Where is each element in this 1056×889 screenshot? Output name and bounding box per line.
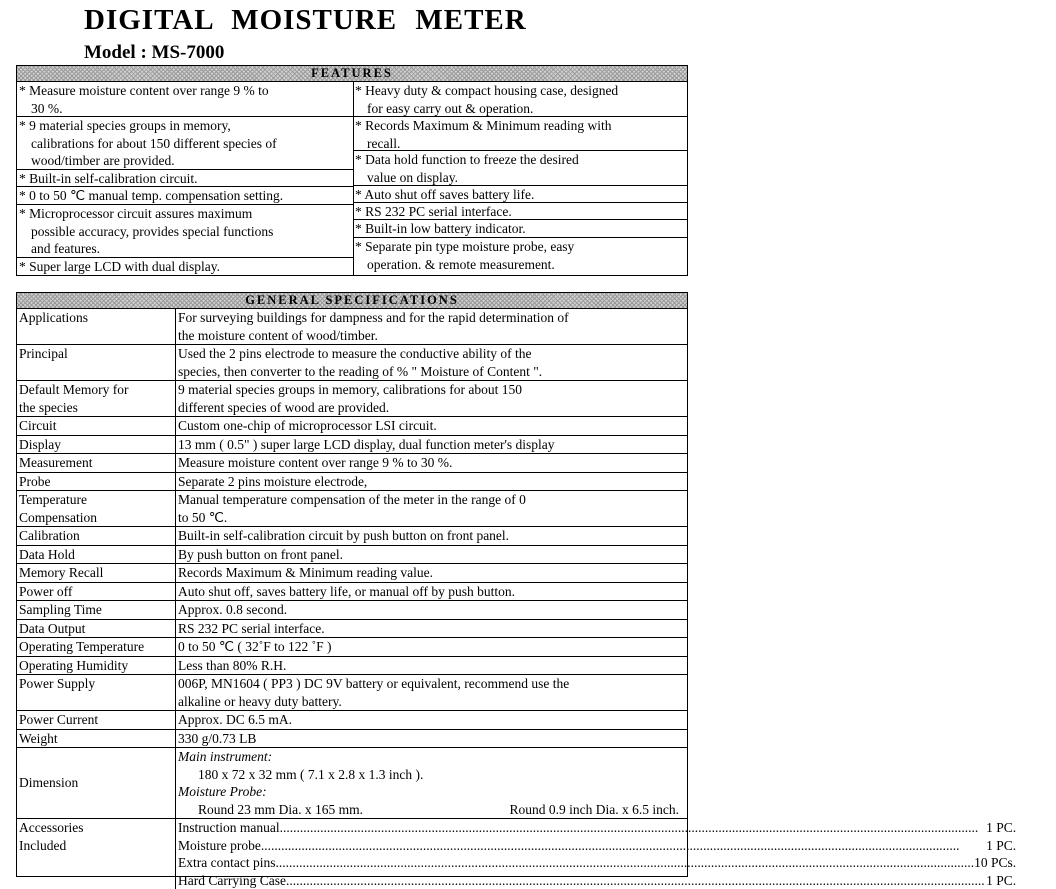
spec-label bbox=[17, 819, 176, 889]
accessory-quantity: 10 PCs. bbox=[974, 854, 1056, 872]
spec-text: Data Output bbox=[19, 620, 175, 638]
spec-text: Display bbox=[19, 436, 175, 454]
spec-text: Compensation bbox=[19, 509, 175, 527]
feature-item bbox=[353, 203, 687, 220]
spec-text: Moisture Probe: bbox=[178, 783, 687, 801]
spec-value bbox=[176, 417, 687, 435]
feature-text: * Records Maximum & Minimum reading with bbox=[355, 117, 687, 135]
feature-text: * 0 to 50 ℃ manual temp. compensation setting. bbox=[19, 187, 353, 205]
spec-row bbox=[17, 380, 687, 416]
spec-label bbox=[17, 345, 176, 380]
spec-text: 006P, MN1604 ( PP3 ) DC 9V battery or equivalent, recommend use the bbox=[178, 675, 687, 693]
feature-text: * Built-in low battery indicator. bbox=[355, 220, 687, 238]
feature-item bbox=[17, 187, 353, 205]
spec-row bbox=[17, 526, 687, 545]
feature-item bbox=[17, 205, 353, 258]
spec-text: Measurement bbox=[19, 454, 175, 472]
feature-text: * Separate pin type moisture probe, easy bbox=[355, 238, 687, 256]
spec-text: species, then converter to the reading of % " Moisture of Content ". bbox=[178, 363, 687, 381]
spec-label bbox=[17, 436, 176, 454]
specification-rows bbox=[17, 309, 687, 889]
spec-text: Custom one-chip of microprocessor LSI circuit. bbox=[178, 417, 687, 435]
features-left-column bbox=[17, 82, 354, 275]
model-number: Model : MS-7000 bbox=[84, 42, 224, 64]
spec-text: Applications bbox=[19, 309, 175, 327]
accessory-name: Moisture probe bbox=[178, 837, 261, 855]
feature-text: * 9 material species groups in memory, bbox=[19, 117, 353, 135]
accessory-quantity: 1 PC. bbox=[986, 819, 1056, 837]
spec-label bbox=[17, 730, 176, 748]
spec-label bbox=[17, 454, 176, 472]
feature-text: wood/timber are provided. bbox=[19, 152, 353, 170]
spec-row bbox=[17, 472, 687, 491]
accessory-item bbox=[178, 854, 1056, 872]
spec-row bbox=[17, 637, 687, 656]
spec-text: Measure moisture content over range 9 % to 30 %. bbox=[178, 454, 687, 472]
feature-text: * Auto shut off saves battery life. bbox=[355, 186, 687, 204]
spec-text: 13 mm ( 0.5" ) super large LCD display, dual function meter's display bbox=[178, 436, 687, 454]
spec-label bbox=[17, 546, 176, 564]
spec-value bbox=[176, 730, 687, 748]
feature-text: * Built-in self-calibration circuit. bbox=[19, 170, 353, 188]
spec-text: Power Supply bbox=[19, 675, 175, 693]
spec-text: Power off bbox=[19, 583, 175, 601]
spec-row bbox=[17, 309, 687, 344]
spec-label bbox=[17, 417, 176, 435]
accessory-name: Hard Carrying Case bbox=[178, 872, 286, 889]
spec-text: RS 232 PC serial interface. bbox=[178, 620, 687, 638]
feature-item bbox=[353, 151, 687, 186]
feature-text: value on display. bbox=[355, 169, 687, 187]
dot-leader bbox=[275, 854, 974, 872]
spec-row-accessories bbox=[17, 818, 687, 889]
specifications-header: GENERAL SPECIFICATIONS bbox=[17, 293, 687, 309]
feature-item bbox=[17, 117, 353, 170]
spec-text: Data Hold bbox=[19, 546, 175, 564]
spec-label bbox=[17, 711, 176, 729]
spec-value bbox=[176, 819, 1056, 889]
spec-text: Circuit bbox=[19, 417, 175, 435]
spec-text: Used the 2 pins electrode to measure the conductive ability of the bbox=[178, 345, 687, 363]
spec-text: the moisture content of wood/timber. bbox=[178, 327, 687, 345]
feature-text: 30 %. bbox=[19, 100, 353, 118]
spec-text: Separate 2 pins moisture electrode, bbox=[178, 473, 687, 491]
spec-text: Operating Temperature bbox=[19, 638, 175, 656]
spec-value bbox=[176, 527, 687, 545]
dot-leader bbox=[280, 819, 987, 837]
feature-item bbox=[17, 82, 353, 117]
spec-text: Operating Humidity bbox=[19, 657, 175, 675]
spec-row bbox=[17, 619, 687, 638]
accessory-name: Extra contact pins bbox=[178, 854, 275, 872]
spec-row bbox=[17, 453, 687, 472]
spec-row bbox=[17, 600, 687, 619]
spec-value bbox=[176, 657, 687, 675]
spec-text: Manual temperature compensation of the meter in the range of 0 bbox=[178, 491, 687, 509]
spec-label bbox=[17, 601, 176, 619]
accessory-name: Instruction manual bbox=[178, 819, 280, 837]
spec-value bbox=[176, 454, 687, 472]
document-title: DIGITAL MOISTURE METER bbox=[84, 4, 527, 37]
feature-text: * RS 232 PC serial interface. bbox=[355, 203, 687, 221]
spec-text: Main instrument: bbox=[178, 748, 687, 766]
features-right-column bbox=[353, 82, 687, 275]
spec-label bbox=[17, 657, 176, 675]
spec-label: Dimension bbox=[17, 748, 176, 818]
spec-row bbox=[17, 656, 687, 675]
accessory-item bbox=[178, 872, 1056, 889]
spec-text: Calibration bbox=[19, 527, 175, 545]
spec-value bbox=[176, 711, 687, 729]
spec-value bbox=[176, 620, 687, 638]
spec-value bbox=[176, 546, 687, 564]
feature-item bbox=[353, 220, 687, 238]
dot-leader bbox=[261, 837, 986, 855]
spec-value bbox=[176, 748, 687, 818]
features-table bbox=[16, 65, 688, 276]
spec-row bbox=[17, 545, 687, 564]
spec-row bbox=[17, 710, 687, 729]
spec-text: Included bbox=[19, 837, 175, 855]
spec-text: Weight bbox=[19, 730, 175, 748]
spec-text: alkaline or heavy duty battery. bbox=[178, 693, 687, 711]
spec-text: Sampling Time bbox=[19, 601, 175, 619]
spec-text: to 50 ℃. bbox=[178, 509, 687, 527]
spec-value bbox=[176, 381, 687, 416]
spec-row bbox=[17, 674, 687, 710]
spec-row bbox=[17, 729, 687, 748]
spec-row bbox=[17, 344, 687, 380]
spec-text: Principal bbox=[19, 345, 175, 363]
accessory-quantity: 1 PC. bbox=[986, 837, 1056, 855]
spec-row bbox=[17, 490, 687, 526]
feature-text: recall. bbox=[355, 135, 687, 153]
spec-label bbox=[17, 309, 176, 344]
spec-text: Approx. 0.8 second. bbox=[178, 601, 687, 619]
spec-label bbox=[17, 675, 176, 710]
spec-text: Accessories bbox=[19, 819, 175, 837]
feature-item bbox=[353, 117, 687, 151]
feature-item bbox=[17, 258, 353, 276]
spec-text: the species bbox=[19, 399, 175, 417]
spec-value bbox=[176, 473, 687, 491]
specifications-table bbox=[16, 292, 688, 877]
spec-text: 180 x 72 x 32 mm ( 7.1 x 2.8 x 1.3 inch ). bbox=[178, 766, 687, 784]
spec-text: Records Maximum & Minimum reading value. bbox=[178, 564, 687, 582]
spec-row-dimension bbox=[17, 747, 687, 818]
spec-value bbox=[176, 601, 687, 619]
spec-row bbox=[17, 416, 687, 435]
feature-text: operation. & remote measurement. bbox=[355, 256, 687, 274]
spec-text: For surveying buildings for dampness and for the rapid determination of bbox=[178, 309, 687, 327]
spec-value bbox=[176, 638, 687, 656]
spec-text: Round 0.9 inch Dia. x 6.5 inch. bbox=[510, 801, 679, 819]
accessory-item bbox=[178, 837, 1056, 855]
feature-text: possible accuracy, provides special functions bbox=[19, 223, 353, 241]
spec-value bbox=[176, 345, 687, 380]
spec-text: Default Memory for bbox=[19, 381, 175, 399]
spec-label bbox=[17, 583, 176, 601]
spec-label bbox=[17, 491, 176, 526]
spec-text: 330 g/0.73 LB bbox=[178, 730, 687, 748]
spec-text: Power Current bbox=[19, 711, 175, 729]
dot-leader bbox=[286, 872, 986, 889]
feature-text: * Super large LCD with dual display. bbox=[19, 258, 353, 276]
spec-label bbox=[17, 638, 176, 656]
feature-text: * Data hold function to freeze the desired bbox=[355, 151, 687, 169]
features-header: FEATURES bbox=[17, 66, 687, 82]
spec-text: Less than 80% R.H. bbox=[178, 657, 687, 675]
feature-text: * Measure moisture content over range 9 % to bbox=[19, 82, 353, 100]
spec-text: different species of wood are provided. bbox=[178, 399, 687, 417]
spec-value bbox=[176, 491, 687, 526]
feature-text: * Microprocessor circuit assures maximum bbox=[19, 205, 353, 223]
spec-text: Built-in self-calibration circuit by push button on front panel. bbox=[178, 527, 687, 545]
spec-value bbox=[176, 309, 687, 344]
spec-row bbox=[17, 435, 687, 454]
spec-value bbox=[176, 675, 687, 710]
feature-item bbox=[17, 170, 353, 187]
spec-label bbox=[17, 473, 176, 491]
feature-text: calibrations for about 150 different species of bbox=[19, 135, 353, 153]
spec-text: By push button on front panel. bbox=[178, 546, 687, 564]
spec-label bbox=[17, 564, 176, 582]
spec-text: Round 23 mm Dia. x 165 mm. bbox=[198, 801, 363, 819]
spec-text: Auto shut off, saves battery life, or manual off by push button. bbox=[178, 583, 687, 601]
feature-text: * Heavy duty & compact housing case, designed bbox=[355, 82, 687, 100]
spec-text: Probe bbox=[19, 473, 175, 491]
feature-item bbox=[353, 238, 687, 276]
spec-value bbox=[176, 564, 687, 582]
accessory-quantity: 1 PC. bbox=[986, 872, 1056, 889]
spec-text: 9 material species groups in memory, calibrations for about 150 bbox=[178, 381, 687, 399]
feature-item bbox=[353, 186, 687, 203]
spec-label bbox=[17, 381, 176, 416]
spec-label bbox=[17, 620, 176, 638]
accessory-item bbox=[178, 819, 1056, 837]
spec-value bbox=[176, 436, 687, 454]
spec-label bbox=[17, 527, 176, 545]
spec-text: 0 to 50 ℃ ( 32˚F to 122 ˚F ) bbox=[178, 638, 687, 656]
feature-text: and features. bbox=[19, 240, 353, 258]
spec-row bbox=[17, 563, 687, 582]
spec-text: Temperature bbox=[19, 491, 175, 509]
feature-item bbox=[353, 82, 687, 117]
spec-row bbox=[17, 582, 687, 601]
spec-text: Memory Recall bbox=[19, 564, 175, 582]
spec-value bbox=[176, 583, 687, 601]
feature-text: for easy carry out & operation. bbox=[355, 100, 687, 118]
probe-size-line bbox=[178, 801, 687, 819]
spec-text: Approx. DC 6.5 mA. bbox=[178, 711, 687, 729]
